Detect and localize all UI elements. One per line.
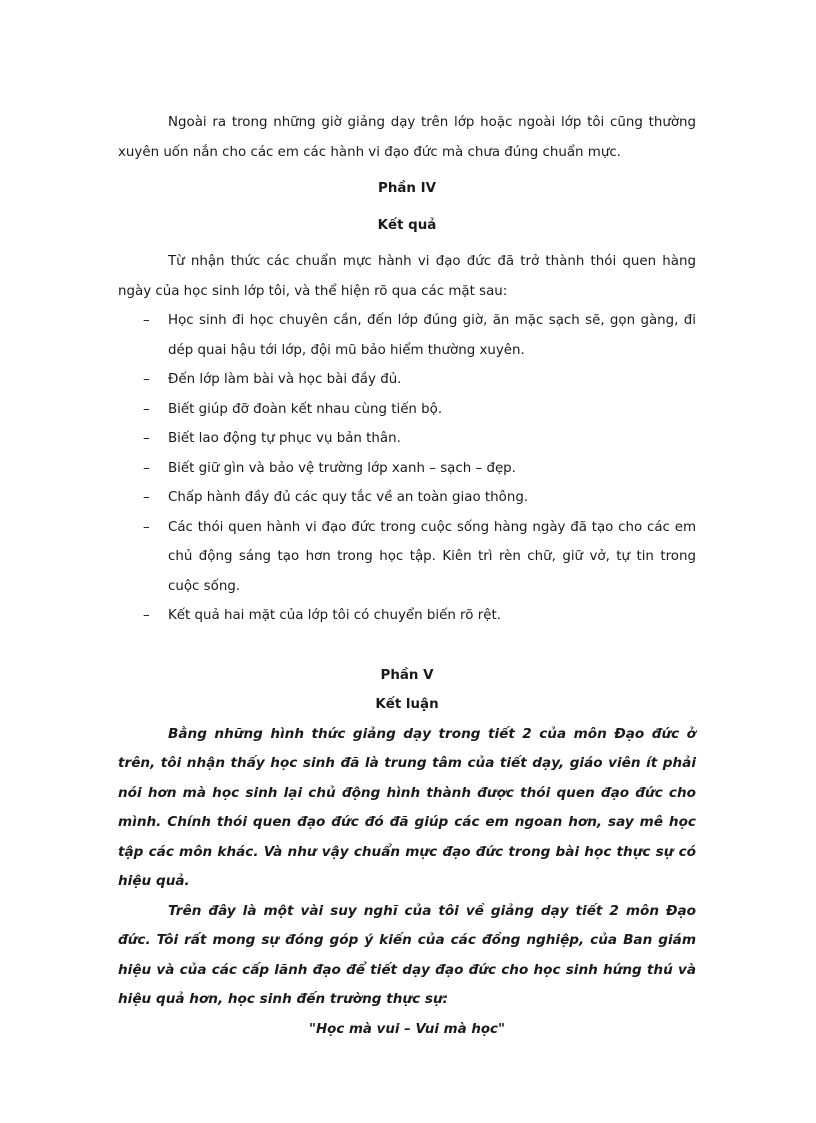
dash-bullet: – [143,460,150,476]
dash-bullet: – [143,313,150,328]
list-item-text: Chấp hành đầy đủ các quy tắc về an toàn giao thông. [168,490,529,505]
dash-bullet: – [143,490,150,505]
dash-bullet: – [143,519,150,535]
results-list [118,306,696,631]
document-page [118,108,696,1044]
list-item-text: Biết lao động tự phục vụ bản thân. [168,431,401,446]
section4-title: Kết quả [377,217,437,233]
section5-part-label: Phần V [380,667,434,683]
list-item-text: Đến lớp làm bài và học bài đầy đủ. [168,372,402,387]
dash-bullet: – [143,431,150,446]
list-item-text: Kết quả hai mặt của lớp tôi có chuyển biến rõ rệt. [168,608,501,623]
dash-bullet: – [143,372,150,387]
list-item [118,483,696,513]
conclusion-paragraph-1: Bằng những hình thức giảng dạy trong tiết 2 của môn Đạo đức ở trên, tôi nhận thấy học sinh đã là trung tâm của tiết dạy, giáo viên ít phải nói hơn mà học sinh lại chủ động hình thành được thói quen đạo đức cho mình. Chính thói quen đạo đức đó đã giúp các em ngoan hơn, say mê học tập các môn khác. Và như vậy chuẩn mực đạo đức trong bài học thực sự có hiệu quả. [118,725,696,889]
list-item [118,395,696,425]
closing-quote: "Học mà vui – Vui mà học" [309,1021,505,1037]
section4-lead-paragraph: Từ nhận thức các chuẩn mực hành vi đạo đức đã trở thành thói quen hàng ngày của học sinh lớp tôi, và thể hiện rõ qua các mặt sau: [118,254,696,299]
list-item [118,513,696,602]
dash-bullet: – [143,401,150,417]
list-item [118,424,696,454]
list-item-text: Biết giữ gìn và bảo vệ trường lớp xanh – sạch – đẹp. [168,460,516,476]
list-item [118,601,696,631]
intro-paragraph: Ngoài ra trong những giờ giảng dạy trên lớp hoặc ngoài lớp tôi cũng thường xuyên uốn nắn cho các em các hành vi đạo đức mà chưa đúng chuẩn mực. [118,115,696,160]
list-item [118,306,696,365]
list-item [118,454,696,484]
conclusion-paragraph-2: Trên đây là một vài suy nghĩ của tôi về giảng dạy tiết 2 môn Đạo đức. Tôi rất mong sự đóng góp ý kiến của các đồng nghiệp, của Ban giám hiệu và của các cấp lãnh đạo để tiết dạy đạo đức cho học sinh hứng thú và hiệu quả hơn, học sinh đến trường thực sự: [118,902,696,1007]
section4-part-label: Phần IV [378,181,436,196]
list-item [118,365,696,395]
section5-title: Kết luận [375,697,439,712]
list-item-text: Các thói quen hành vi đạo đức trong cuộc sống hàng ngày đã tạo cho các em chủ động sáng tạo hơn trong học tập. Kiên trì rèn chữ, giữ vở, tự tin trong cuộc sống. [168,519,696,594]
list-item-text: Học sinh đi học chuyên cần, đến lớp đúng giờ, ăn mặc sạch sẽ, gọn gàng, đi dép quai hậu tới lớp, đội mũ bảo hiểm thường xuyên. [168,313,696,358]
list-item-text: Biết giúp đỡ đoàn kết nhau cùng tiến bộ. [168,401,443,417]
dash-bullet: – [143,608,150,623]
